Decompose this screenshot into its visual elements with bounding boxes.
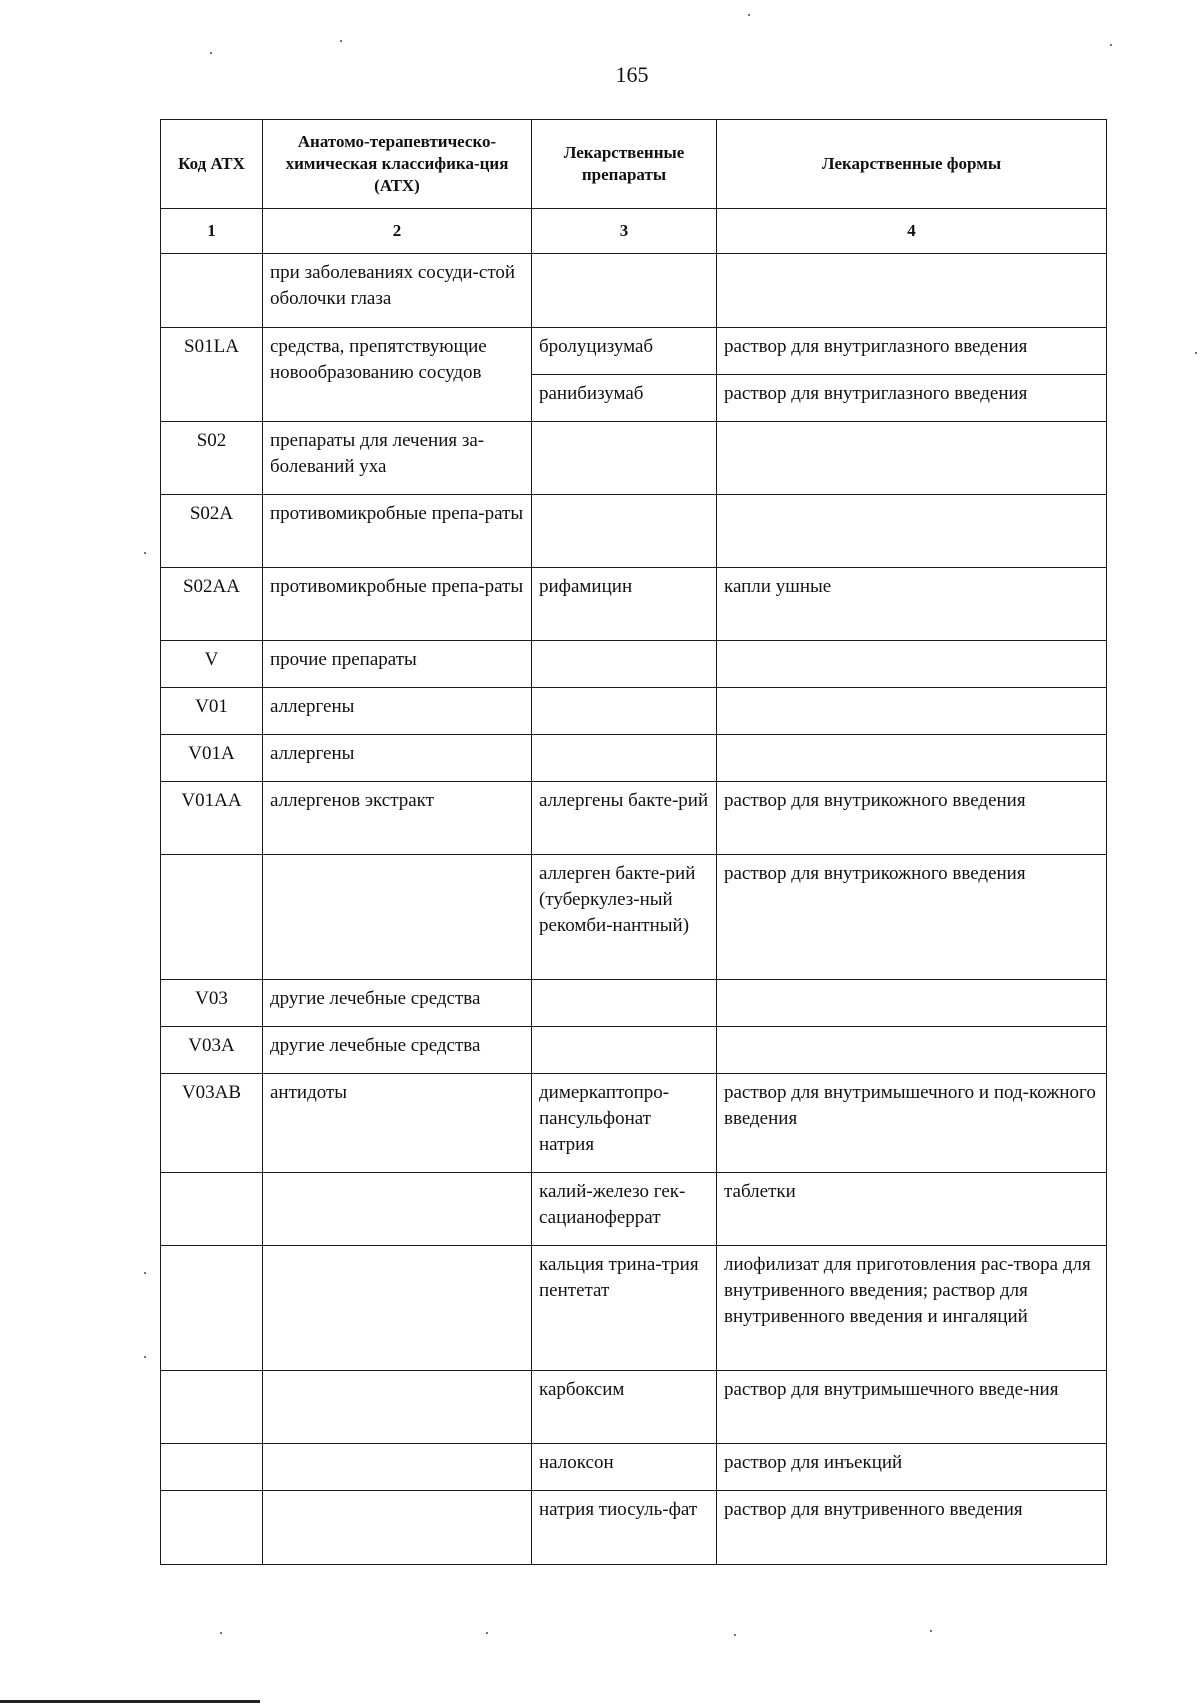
table-row xyxy=(161,1371,1107,1444)
table-row xyxy=(161,1074,1107,1173)
atx-code-cell: V01 xyxy=(161,688,263,735)
classification-cell: при заболеваниях сосуди-стой оболочки глаза xyxy=(263,254,532,328)
atx-code-cell: S02A xyxy=(161,495,263,568)
atx-code-cell: S01LA xyxy=(161,328,263,422)
drug-cell xyxy=(532,254,717,328)
classification-cell xyxy=(263,1444,532,1491)
column-number: 4 xyxy=(717,209,1107,254)
drug-cell: димеркаптопро-пансульфонат натрия xyxy=(532,1074,717,1173)
classification-cell: аллергены xyxy=(263,735,532,782)
scan-speck xyxy=(340,40,342,42)
form-cell: раствор для инъекций xyxy=(717,1444,1107,1491)
form-cell: раствор для внутривенного введения xyxy=(717,1491,1107,1565)
classification-cell: аллергены xyxy=(263,688,532,735)
form-cell xyxy=(717,735,1107,782)
form-cell: раствор для внутриглазного введения xyxy=(717,375,1107,422)
table-row xyxy=(161,568,1107,641)
scan-speck xyxy=(1110,44,1112,46)
table-row xyxy=(161,254,1107,328)
atx-drug-table xyxy=(160,119,1107,1565)
drug-cell: натрия тиосуль-фат xyxy=(532,1491,717,1565)
classification-cell xyxy=(263,1246,532,1371)
table-row xyxy=(161,735,1107,782)
header-code: Код АТХ xyxy=(161,120,263,209)
atx-code-cell xyxy=(161,1371,263,1444)
classification-cell: противомикробные препа-раты xyxy=(263,495,532,568)
drug-cell xyxy=(532,1027,717,1074)
scan-speck xyxy=(930,1630,932,1632)
drug-cell: карбоксим xyxy=(532,1371,717,1444)
drug-cell: бролуцизумаб xyxy=(532,328,717,375)
form-cell: лиофилизат для приготовления рас-твора для внутривенного введения; раствор для внутривенного введения и ингаляций xyxy=(717,1246,1107,1371)
form-cell xyxy=(717,1027,1107,1074)
table-row xyxy=(161,1173,1107,1246)
atx-code-cell: V03 xyxy=(161,980,263,1027)
column-number: 3 xyxy=(532,209,717,254)
form-cell xyxy=(717,254,1107,328)
table-row xyxy=(161,495,1107,568)
atx-code-cell: S02 xyxy=(161,422,263,495)
form-cell: капли ушные xyxy=(717,568,1107,641)
drug-cell: калий-железо гек-сацианоферрат xyxy=(532,1173,717,1246)
atx-code-cell: V01A xyxy=(161,735,263,782)
classification-cell xyxy=(263,855,532,980)
atx-code-cell: V03A xyxy=(161,1027,263,1074)
table-row xyxy=(161,328,1107,375)
atx-code-cell xyxy=(161,855,263,980)
column-number: 2 xyxy=(263,209,532,254)
scan-speck xyxy=(1195,352,1197,354)
atx-code-cell xyxy=(161,254,263,328)
form-cell xyxy=(717,495,1107,568)
classification-cell: противомикробные препа-раты xyxy=(263,568,532,641)
form-cell: раствор для внутрикожного введения xyxy=(717,782,1107,855)
table-row xyxy=(161,1027,1107,1074)
scan-edge-line xyxy=(0,1700,260,1703)
classification-cell xyxy=(263,1371,532,1444)
column-number: 1 xyxy=(161,209,263,254)
drug-cell xyxy=(532,641,717,688)
table-row xyxy=(161,641,1107,688)
page-number: 165 xyxy=(615,62,649,87)
drug-cell xyxy=(532,980,717,1027)
table-row xyxy=(161,688,1107,735)
scan-speck xyxy=(144,1272,146,1274)
table-row xyxy=(161,1491,1107,1565)
drug-cell: аллерген бакте-рий (туберкулез-ный рекомби-нантный) xyxy=(532,855,717,980)
drug-cell xyxy=(532,495,717,568)
table-row xyxy=(161,782,1107,855)
atx-code-cell: S02AA xyxy=(161,568,263,641)
classification-cell: аллергенов экстракт xyxy=(263,782,532,855)
classification-cell: средства, препятствующие новообразованию сосудов xyxy=(263,328,532,422)
table-row xyxy=(161,1444,1107,1491)
scan-speck xyxy=(486,1632,488,1634)
atx-code-cell xyxy=(161,1246,263,1371)
classification-cell: другие лечебные средства xyxy=(263,1027,532,1074)
classification-cell: прочие препараты xyxy=(263,641,532,688)
atx-code-cell: V01AA xyxy=(161,782,263,855)
scan-speck xyxy=(144,552,146,554)
form-cell: раствор для внутримышечного и под-кожного введения xyxy=(717,1074,1107,1173)
form-cell: таблетки xyxy=(717,1173,1107,1246)
atx-code-cell: V xyxy=(161,641,263,688)
header-forms: Лекарственные формы xyxy=(717,120,1107,209)
drug-cell: кальция трина-трия пентетат xyxy=(532,1246,717,1371)
classification-cell: препараты для лечения за-болеваний уха xyxy=(263,422,532,495)
table-header-row xyxy=(161,120,1107,209)
form-cell xyxy=(717,980,1107,1027)
atx-code-cell xyxy=(161,1173,263,1246)
scan-speck xyxy=(748,14,750,16)
drug-cell: рифамицин xyxy=(532,568,717,641)
classification-cell: другие лечебные средства xyxy=(263,980,532,1027)
form-cell: раствор для внутримышечного введе-ния xyxy=(717,1371,1107,1444)
drug-cell: аллергены бакте-рий xyxy=(532,782,717,855)
classification-cell xyxy=(263,1173,532,1246)
atx-code-cell xyxy=(161,1444,263,1491)
scan-speck xyxy=(144,1356,146,1358)
drug-cell: ранибизумаб xyxy=(532,375,717,422)
header-drugs: Лекарственные препараты xyxy=(532,120,717,209)
table-row xyxy=(161,422,1107,495)
column-number-row xyxy=(161,209,1107,254)
form-cell xyxy=(717,641,1107,688)
table-row xyxy=(161,1246,1107,1371)
scan-speck xyxy=(220,1632,222,1634)
table-row xyxy=(161,855,1107,980)
atx-code-cell: V03AB xyxy=(161,1074,263,1173)
form-cell xyxy=(717,688,1107,735)
scan-speck xyxy=(210,52,212,54)
header-classification: Анатомо-терапевтическо-химическая классифика-ция (АТХ) xyxy=(263,120,532,209)
form-cell xyxy=(717,422,1107,495)
classification-cell: антидоты xyxy=(263,1074,532,1173)
form-cell: раствор для внутрикожного введения xyxy=(717,855,1107,980)
atx-code-cell xyxy=(161,1491,263,1565)
table-row xyxy=(161,980,1107,1027)
drug-cell xyxy=(532,688,717,735)
drug-cell xyxy=(532,735,717,782)
classification-cell xyxy=(263,1491,532,1565)
scan-speck xyxy=(734,1634,736,1636)
drug-cell: налоксон xyxy=(532,1444,717,1491)
drug-cell xyxy=(532,422,717,495)
form-cell: раствор для внутриглазного введения xyxy=(717,328,1107,375)
